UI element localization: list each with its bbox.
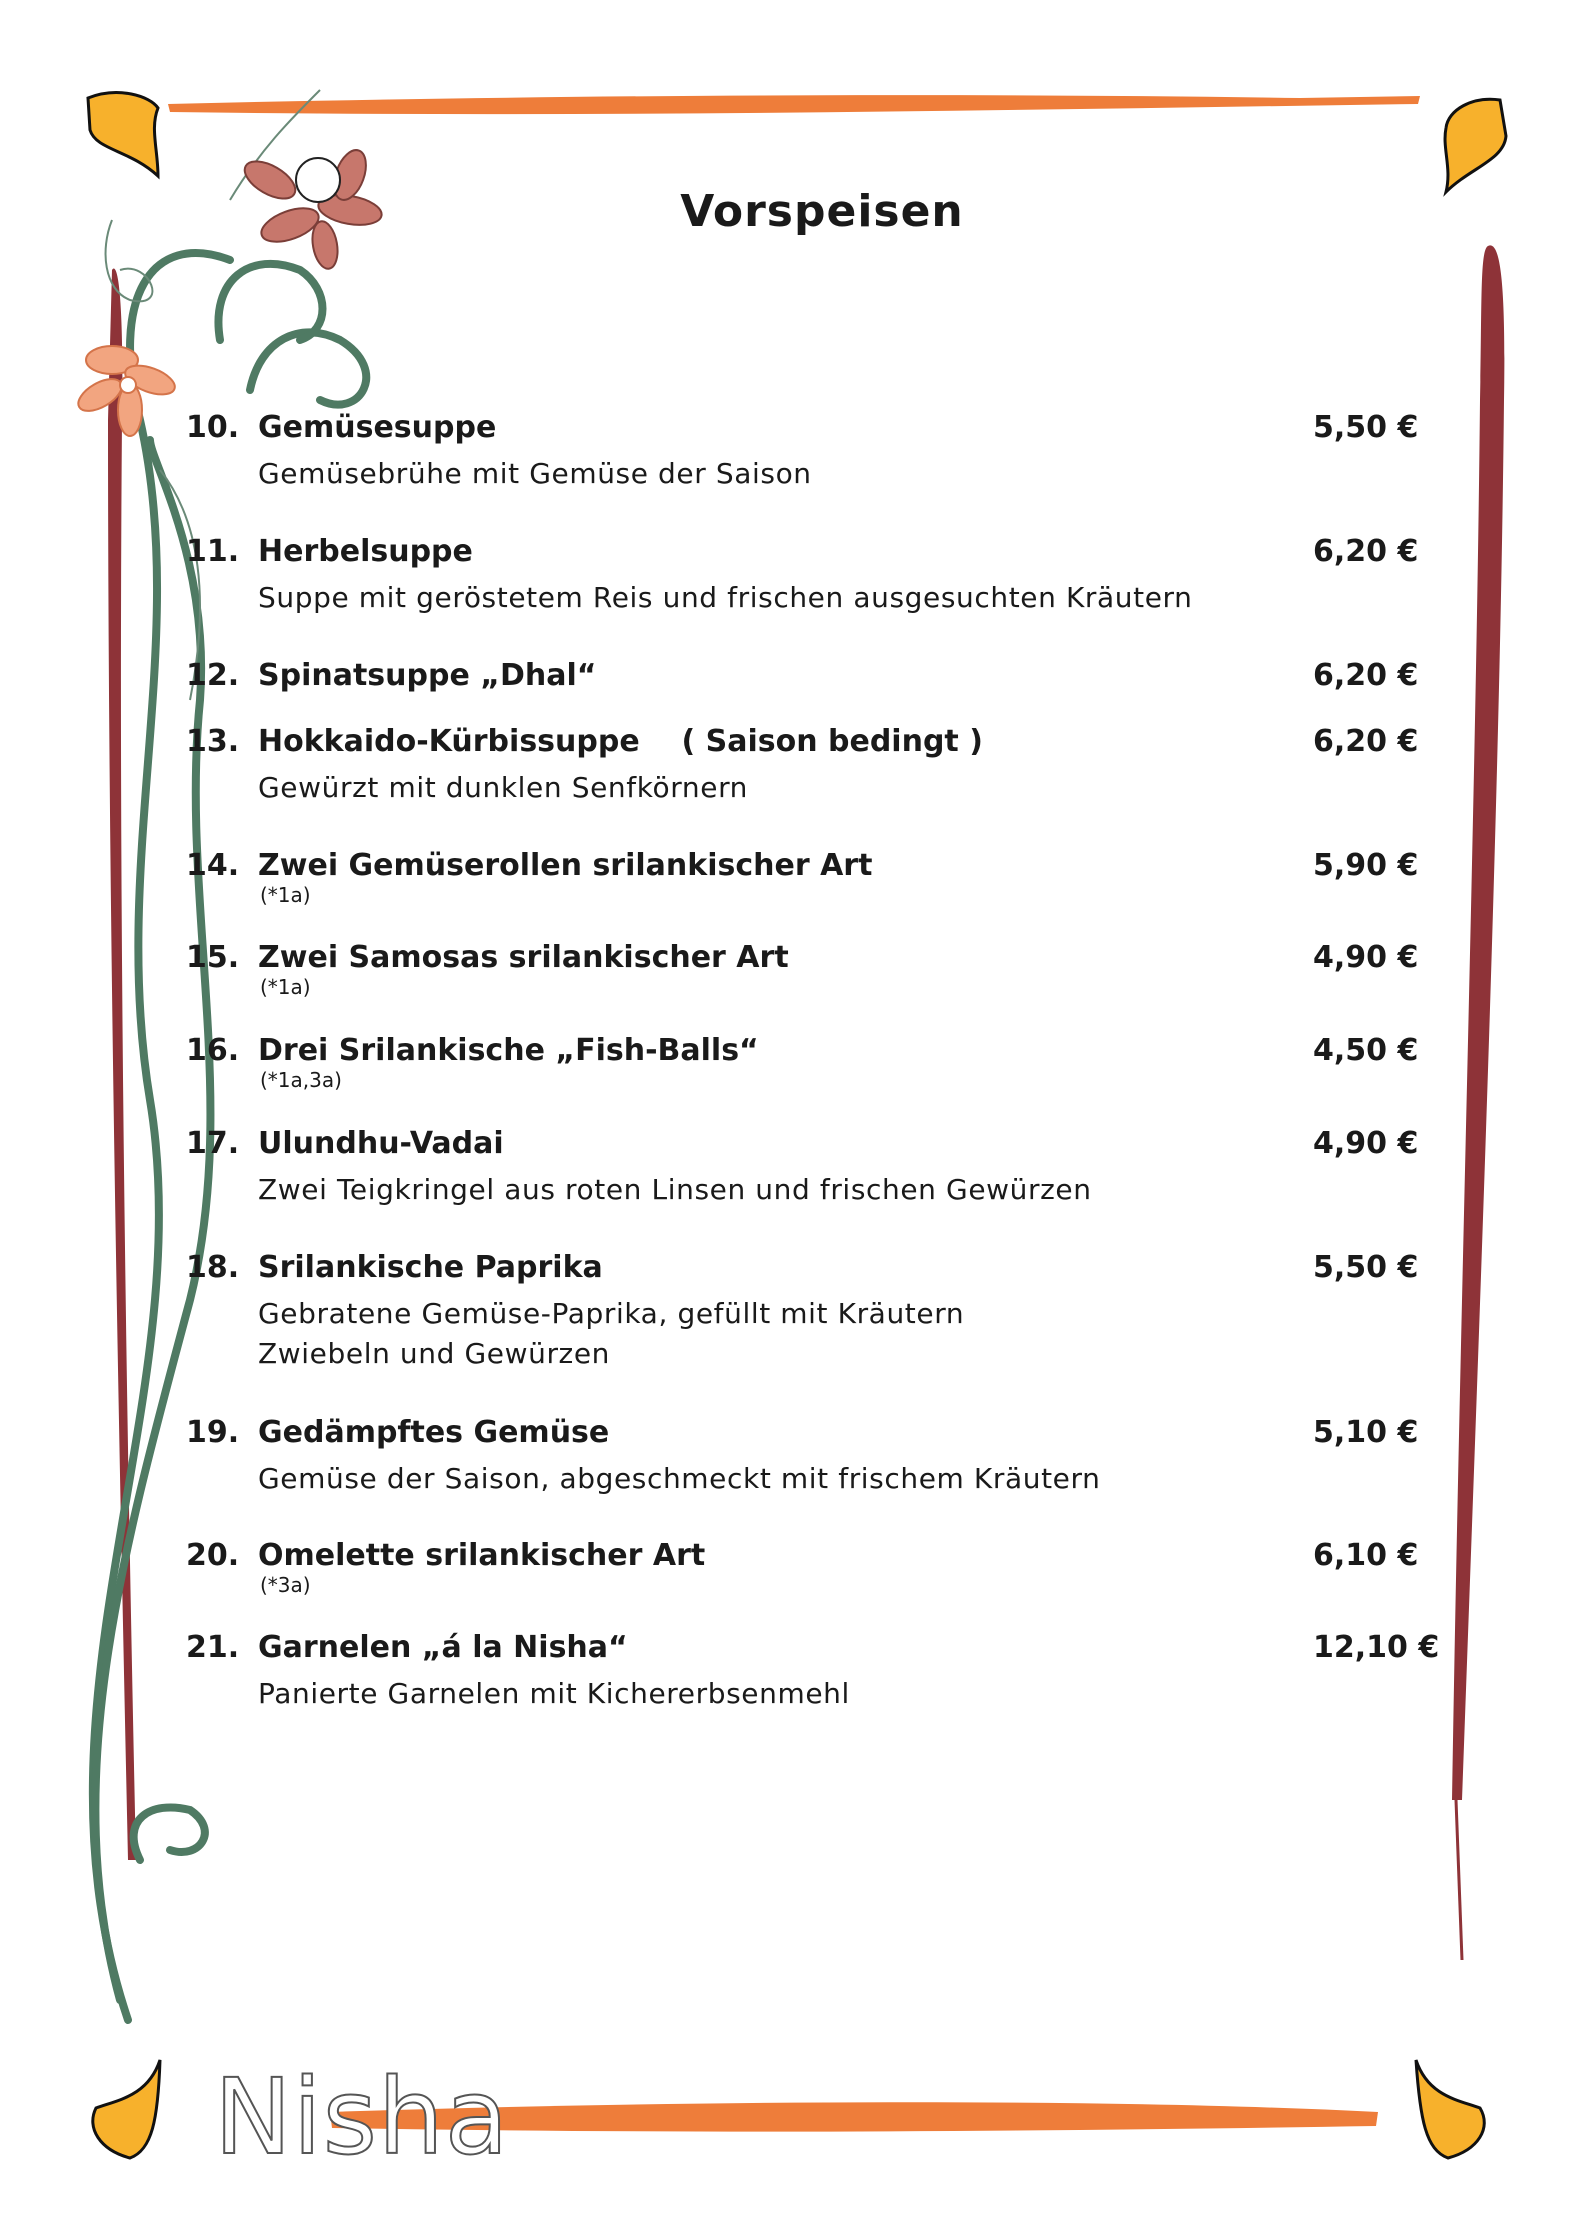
leaf-bottom-left [93, 2060, 160, 2158]
item-price: 6,20 € [1313, 658, 1419, 693]
item-number: 13. [186, 724, 240, 759]
leaf-bottom-right [1416, 2060, 1484, 2158]
menu-item [186, 1415, 1446, 1499]
menu-item-header [186, 1630, 1446, 1674]
menu-item [186, 1126, 1446, 1210]
item-price: 6,10 € [1313, 1538, 1419, 1573]
item-price: 4,50 € [1313, 1033, 1419, 1068]
item-allergens: (*3a) [260, 1573, 311, 1597]
item-description-line: Gebratene Gemüse-Paprika, gefüllt mit Kräutern [258, 1297, 965, 1330]
item-description-line: Gemüsebrühe mit Gemüse der Saison [258, 457, 812, 490]
top-brush-stroke [168, 95, 1420, 114]
item-name: Gemüsesuppe [258, 410, 497, 445]
item-name: Gedämpftes Gemüse [258, 1415, 610, 1450]
item-description-line: Gemüse der Saison, abgeschmeckt mit frischem Kräutern [258, 1462, 1101, 1495]
item-description-line: Panierte Garnelen mit Kichererbsenmehl [258, 1677, 850, 1710]
menu-item [186, 534, 1446, 618]
item-number: 10. [186, 410, 240, 445]
menu-item-header [186, 1415, 1446, 1459]
item-number: 17. [186, 1126, 240, 1161]
item-description [258, 578, 1446, 618]
item-number: 15. [186, 940, 240, 975]
item-price: 5,10 € [1313, 1415, 1419, 1450]
menu-item [186, 848, 1446, 906]
item-allergens: (*1a) [260, 883, 311, 907]
flower-left [73, 346, 178, 436]
menu-item-header [186, 410, 1446, 454]
item-number: 12. [186, 658, 240, 693]
menu-item [186, 724, 1446, 808]
item-name: Drei Srilankische „Fish-Balls“ [258, 1033, 759, 1068]
item-price: 5,50 € [1313, 1250, 1419, 1285]
item-number: 19. [186, 1415, 240, 1450]
item-description [258, 454, 1446, 494]
item-price: 6,20 € [1313, 724, 1419, 759]
item-number: 14. [186, 848, 240, 883]
menu-item [186, 1538, 1446, 1596]
item-description [258, 1170, 1446, 1210]
menu-item-header [186, 1538, 1446, 1582]
item-name: Spinatsuppe „Dhal“ [258, 658, 597, 693]
page-title: Vorspeisen [680, 186, 964, 237]
item-name: Hokkaido-Kürbissuppe ( Saison bedingt ) [258, 724, 983, 759]
item-price: 5,90 € [1313, 848, 1419, 883]
item-allergens: (*1a,3a) [260, 1068, 342, 1092]
item-description-line: Zwei Teigkringel aus roten Linsen und frischen Gewürzen [258, 1173, 1092, 1206]
item-allergens: (*1a) [260, 975, 311, 999]
menu-item [186, 410, 1446, 494]
item-price: 6,20 € [1313, 534, 1419, 569]
item-description [258, 1674, 1446, 1714]
item-description [258, 1294, 1446, 1374]
item-name: Herbelsuppe [258, 534, 473, 569]
item-description-line: Zwiebeln und Gewürzen [258, 1337, 611, 1370]
item-price: 4,90 € [1313, 1126, 1419, 1161]
item-number: 20. [186, 1538, 240, 1573]
item-description [258, 1459, 1446, 1499]
item-number: 18. [186, 1250, 240, 1285]
menu-item-header [186, 1250, 1446, 1294]
menu-item-header [186, 534, 1446, 578]
item-name: Zwei Samosas srilankischer Art [258, 940, 789, 975]
restaurant-logo: Nisha [214, 2056, 510, 2178]
item-description [258, 768, 1446, 808]
item-number: 21. [186, 1630, 240, 1665]
menu-item-header [186, 1033, 1446, 1077]
item-name: Garnelen „á la Nisha“ [258, 1630, 628, 1665]
leaf-top-right [1445, 99, 1506, 192]
menu-item [186, 1033, 1446, 1091]
leaf-top-left [88, 93, 158, 176]
item-description-line: Suppe mit geröstetem Reis und frischen ausgesuchten Kräutern [258, 581, 1193, 614]
menu-item [186, 658, 1446, 702]
menu-item-header [186, 1126, 1446, 1170]
item-price: 12,10 € [1313, 1630, 1440, 1665]
item-number: 16. [186, 1033, 240, 1068]
menu-item [186, 940, 1446, 998]
item-name: Ulundhu-Vadai [258, 1126, 504, 1161]
item-name: Omelette srilankischer Art [258, 1538, 706, 1573]
right-brush-stroke [1452, 245, 1504, 1800]
menu-item-header [186, 848, 1446, 892]
item-name: Srilankische Paprika [258, 1250, 603, 1285]
menu-item [186, 1630, 1446, 1714]
item-number: 11. [186, 534, 240, 569]
item-price: 4,90 € [1313, 940, 1419, 975]
menu-item-header [186, 724, 1446, 768]
item-price: 5,50 € [1313, 410, 1419, 445]
menu-item [186, 1250, 1446, 1374]
menu-item-header [186, 940, 1446, 984]
item-name: Zwei Gemüserollen srilankischer Art [258, 848, 873, 883]
menu-item-header [186, 658, 1446, 702]
item-description-line: Gewürzt mit dunklen Senfkörnern [258, 771, 749, 804]
